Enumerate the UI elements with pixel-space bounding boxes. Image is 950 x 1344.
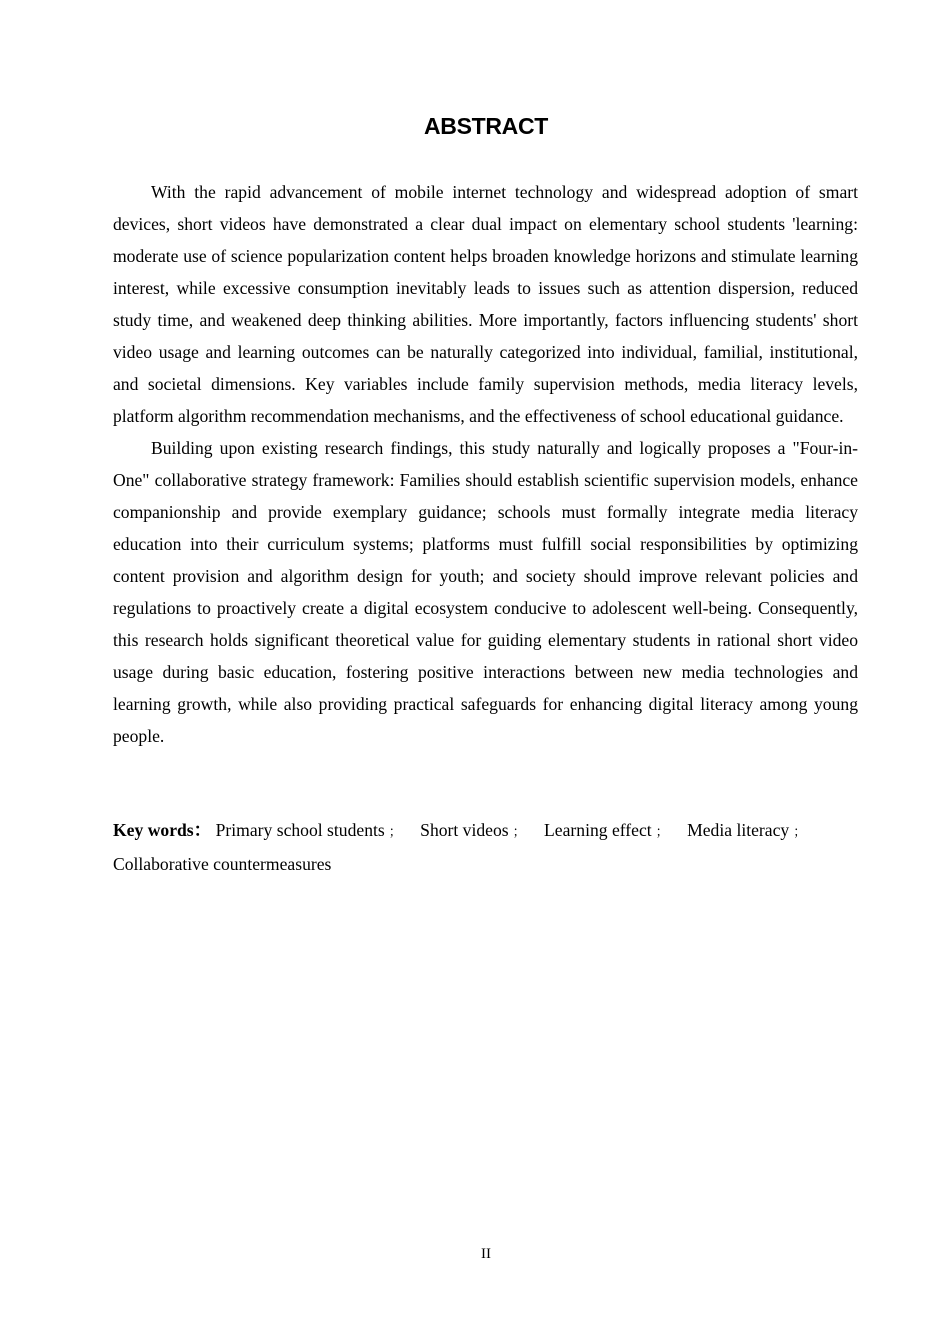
keyword-separator: ； — [793, 824, 807, 839]
keyword-separator: ； — [512, 824, 526, 839]
abstract-title: ABSTRACT — [423, 113, 549, 139]
keyword-item: Media literacy — [687, 820, 790, 840]
abstract-paragraph-2: Building upon existing research findings, this study naturally and logically proposes a "Four-in-One" collaborative strategy framework: Families should establish scientific supervision models, enhance companionship and provide exemplary guidance; schools must formally integrate media literacy education into their curriculum systems; platforms must fulfill social responsibilities by optimizing content provision and algorithm design for youth; and society should improve relevant policies and regulations to proactively create a digital ecosystem conducive to adolescent well-being. Consequently, this research holds significant theoretical value for guiding elementary students in rational short video usage during basic education, fostering positive interactions between new media technologies and learning growth, while also providing practical safeguards for enhancing digital literacy among young people. — [113, 438, 858, 746]
page-number: II — [481, 1246, 491, 1262]
abstract-paragraph-1: With the rapid advancement of mobile internet technology and widespread adoption of smart devices, short videos have demonstrated a clear dual impact on elementary school students 'learning: moderate use of science popularization content helps broaden knowledge horizons and stimulate learning interest, while excessive consumption inevitably leads to issues such as attention dispersion, reduced study time, and weakened deep thinking abilities. More importantly, factors influencing students' short video usage and learning outcomes can be naturally categorized into individual, familial, institutional, and societal dimensions. Key variables include family supervision methods, media literacy levels, platform algorithm recommendation mechanisms, and the effectiveness of school educational guidance. — [113, 182, 858, 426]
keyword-item: Short videos — [420, 820, 509, 840]
keyword-item: Primary school students — [215, 820, 385, 840]
keywords-section — [113, 814, 858, 880]
keyword-item: Collaborative countermeasures — [113, 854, 332, 874]
keyword-separator: ； — [388, 824, 402, 839]
keyword-separator: ； — [655, 824, 669, 839]
abstract-body — [113, 176, 858, 752]
keywords-label: Key words： — [113, 820, 212, 840]
keyword-item: Learning effect — [544, 820, 652, 840]
